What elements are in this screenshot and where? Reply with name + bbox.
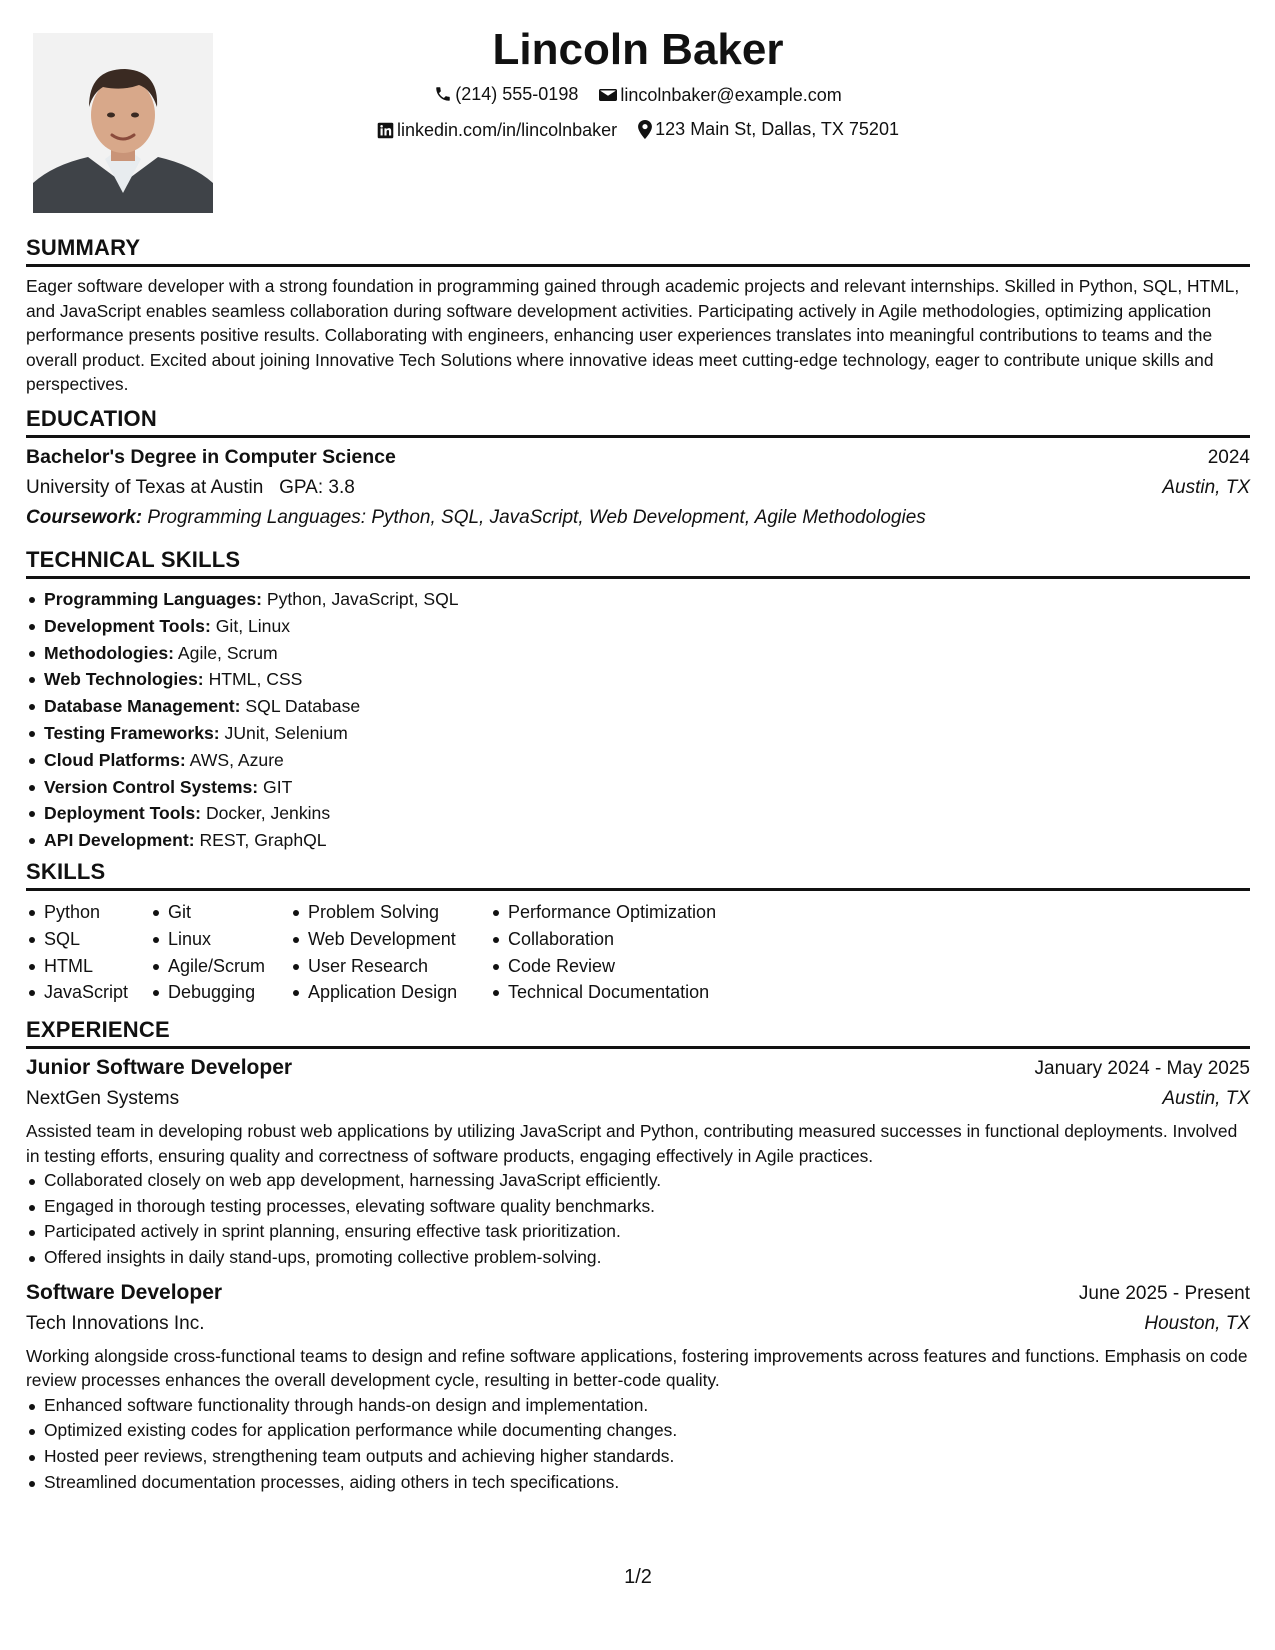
list-item: Code Review xyxy=(490,953,750,980)
resume-header xyxy=(26,22,1250,149)
list-item: Enhanced software functionality through hands-on design and implementation. xyxy=(26,1393,1250,1419)
list-item: Git xyxy=(150,899,290,926)
list-item: Offered insights in daily stand-ups, promoting collective problem-solving. xyxy=(26,1245,1250,1271)
coursework-label: Coursework: xyxy=(26,507,143,528)
list-item: User Research xyxy=(290,953,490,980)
skills-columns xyxy=(26,899,1250,1006)
skill-category: Web Technologies: xyxy=(44,669,204,690)
job-dates: June 2025 - Present xyxy=(1078,1282,1250,1304)
envelope-icon xyxy=(599,87,617,103)
skill-values: Python, JavaScript, SQL xyxy=(266,589,459,609)
job-dates: January 2024 - May 2025 xyxy=(1034,1058,1250,1079)
education-divider xyxy=(26,435,1250,438)
email-contact[interactable] xyxy=(599,79,841,111)
summary-text: Eager software developer with a strong foundation in programming gained through academic projects and relevant internships. Skilled in Python, SQL, HTML, and JavaScript enables seamless collaboration during software development activities. Participating actively in Agile methodologies, optimizing application performance presents positive results. Collaborating with engineers, enhancing user experiences translates into meaningful contributions to teams and the overall product. Excited about joining Innovative Tech Solutions where innovative ideas meet cutting-edge technology, eager to contribute unique skills and perspectives. xyxy=(26,276,1240,395)
address-text: 123 Main St, Dallas, TX 75201 xyxy=(655,119,899,139)
job-entry xyxy=(26,1053,1250,1271)
contact-line-1 xyxy=(26,78,1250,113)
job-description: Assisted team in developing robust web applications by utilizing JavaScript and Python, contributing measured successes in functional deployments. Involved in testing efforts, ensuring quality and correctness of software products, engaging effectively in Agile practices. xyxy=(26,1121,1238,1166)
list-item: Problem Solving xyxy=(290,899,490,926)
school-location: Austin, TX xyxy=(1162,477,1250,498)
education-heading: EDUCATION xyxy=(26,406,157,431)
technical-skills-divider xyxy=(26,576,1250,579)
list-item: Performance Optimization xyxy=(490,899,750,926)
list-item: Linux xyxy=(150,926,290,953)
skill-category: Deployment Tools: xyxy=(44,803,202,824)
list-item: Debugging xyxy=(150,979,290,1006)
experience-heading: EXPERIENCE xyxy=(26,1017,170,1042)
skills-column-1 xyxy=(26,899,150,1006)
list-item: Python xyxy=(26,899,150,926)
job-location: Austin, TX xyxy=(1162,1088,1250,1109)
list-item: Application Design xyxy=(290,979,490,1006)
skill-values: REST, GraphQL xyxy=(199,830,327,851)
job-title: Junior Software Developer xyxy=(26,1056,293,1079)
list-item xyxy=(26,613,1250,640)
summary-divider xyxy=(26,264,1250,267)
list-item xyxy=(26,666,1250,693)
education-section xyxy=(26,405,1250,533)
technical-skills-list xyxy=(26,586,1250,854)
graduation-year: 2024 xyxy=(1207,447,1250,468)
coursework-text: Programming Languages: Python, SQL, JavaScript, Web Development, Agile Methodologies xyxy=(147,507,926,528)
phone-contact[interactable] xyxy=(434,78,578,110)
list-item: Collaborated closely on web app development, harnessing JavaScript efficiently. xyxy=(26,1168,1250,1194)
list-item xyxy=(26,693,1250,720)
technical-skills-section xyxy=(26,546,1250,854)
school-info xyxy=(26,473,355,503)
degree-title: Bachelor's Degree in Computer Science xyxy=(26,446,396,468)
company-name: NextGen Systems xyxy=(26,1088,180,1109)
job-header-row xyxy=(26,1278,1250,1309)
skills-heading: SKILLS xyxy=(26,859,106,884)
job-entry xyxy=(26,1278,1250,1496)
summary-heading: SUMMARY xyxy=(26,235,141,260)
summary-section xyxy=(26,234,1250,397)
job-bullet-list xyxy=(26,1168,1250,1270)
skill-values: GIT xyxy=(263,776,293,797)
skill-values: Git, Linux xyxy=(215,615,291,636)
job-bullet-list xyxy=(26,1393,1250,1495)
job-description: Working alongside cross-functional teams to design and refine software applications, fostering improvements across features and functions. Emphasis on code review processes enhances the overall development cycle, resulting in better-code quality. xyxy=(26,1345,1248,1391)
gpa: GPA: 3.8 xyxy=(279,477,355,498)
list-item xyxy=(26,774,1250,801)
list-item: Collaboration xyxy=(490,926,750,953)
list-item: SQL xyxy=(26,926,150,953)
company-name: Tech Innovations Inc. xyxy=(26,1312,205,1334)
experience-divider xyxy=(26,1046,1250,1049)
skill-values: JUnit, Selenium xyxy=(224,722,348,743)
linkedin-contact[interactable] xyxy=(377,114,617,146)
skill-values: Docker, Jenkins xyxy=(205,803,331,824)
email-text: lincolnbaker@example.com xyxy=(620,85,842,105)
list-item xyxy=(26,586,1250,613)
skill-category: Database Management: xyxy=(44,696,241,717)
linkedin-icon xyxy=(377,122,394,139)
linkedin-text: linkedin.com/in/lincolnbaker xyxy=(397,120,618,140)
resume-page xyxy=(26,0,1250,1650)
page-number: 1/2 xyxy=(624,1566,652,1588)
phone-icon xyxy=(434,85,452,103)
skill-category: Programming Languages: xyxy=(44,589,262,609)
job-location: Houston, TX xyxy=(1144,1312,1250,1334)
list-item: Optimized existing codes for application performance while documenting changes. xyxy=(26,1418,1250,1444)
skill-category: Development Tools: xyxy=(44,615,211,636)
candidate-name: Lincoln Baker xyxy=(492,25,784,74)
list-item: Engaged in thorough testing processes, elevating software quality benchmarks. xyxy=(26,1194,1250,1220)
skill-values: HTML, CSS xyxy=(208,669,303,690)
skill-values: AWS, Azure xyxy=(189,749,284,770)
skills-column-3 xyxy=(290,899,490,1006)
school-name: University of Texas at Austin xyxy=(26,477,264,498)
list-item xyxy=(26,827,1250,854)
experience-section xyxy=(26,1016,1250,1495)
skill-values: SQL Database xyxy=(245,696,361,717)
skill-category: Methodologies: xyxy=(44,642,174,663)
list-item: Web Development xyxy=(290,926,490,953)
job-header-row xyxy=(26,1053,1250,1084)
map-pin-icon xyxy=(638,120,652,139)
skills-column-4 xyxy=(490,899,750,1006)
list-item xyxy=(26,640,1250,667)
list-item: HTML xyxy=(26,953,150,980)
coursework-line xyxy=(26,503,1250,533)
list-item: Agile/Scrum xyxy=(150,953,290,980)
skills-section xyxy=(26,858,1250,1006)
list-item: JavaScript xyxy=(26,979,150,1006)
degree-row xyxy=(26,442,1250,473)
list-item: Streamlined documentation processes, aiding others in tech specifications. xyxy=(26,1470,1250,1496)
list-item: Participated actively in sprint planning, ensuring effective task prioritization. xyxy=(26,1219,1250,1245)
phone-text: (214) 555-0198 xyxy=(455,84,579,104)
job-title: Software Developer xyxy=(26,1280,223,1304)
technical-skills-heading: TECHNICAL SKILLS xyxy=(26,547,241,572)
address-contact xyxy=(638,113,899,145)
school-row xyxy=(26,473,1250,503)
job-company-row xyxy=(26,1309,1250,1339)
list-item: Technical Documentation xyxy=(490,979,750,1006)
job-company-row xyxy=(26,1084,1250,1114)
list-item xyxy=(26,747,1250,774)
skill-category: Testing Frameworks: xyxy=(44,722,220,743)
list-item xyxy=(26,720,1250,747)
skill-category: API Development: xyxy=(44,830,195,851)
skill-category: Cloud Platforms: xyxy=(44,749,186,770)
skill-values: Agile, Scrum xyxy=(177,642,278,663)
skills-column-2 xyxy=(150,899,290,1006)
skills-divider xyxy=(26,888,1250,891)
skill-category: Version Control Systems: xyxy=(44,776,259,797)
list-item xyxy=(26,800,1250,827)
contact-line-2 xyxy=(26,113,1250,149)
list-item: Hosted peer reviews, strengthening team outputs and achieving higher standards. xyxy=(26,1444,1250,1470)
